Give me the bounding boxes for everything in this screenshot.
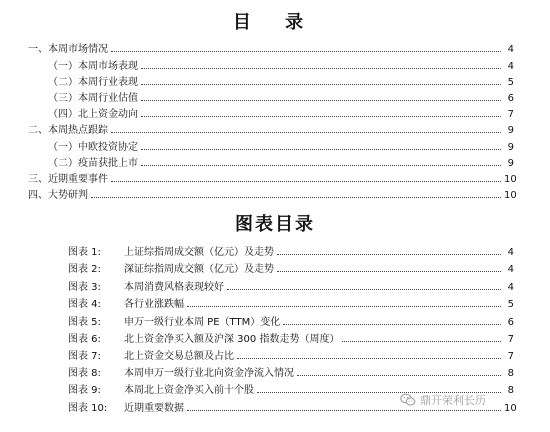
toc-entry[interactable] (28, 124, 514, 138)
toc-title: 目 录 (232, 12, 318, 33)
figure-label: 深证综指周成交额（亿元）及走势 (124, 264, 274, 275)
figure-page: 4 (507, 264, 514, 275)
figure-page: 6 (507, 317, 514, 328)
dot-leader (111, 181, 501, 182)
toc-entry[interactable] (28, 173, 517, 187)
dot-leader (111, 132, 501, 133)
dot-leader (141, 116, 501, 117)
toc-entry[interactable] (28, 189, 517, 203)
toc-entry-page: 9 (507, 142, 514, 153)
figure-label: 本周申万一级行业北向资金净流入情况 (124, 368, 294, 379)
figure-label: 本周北上资金净买入前十个股 (124, 385, 254, 396)
toc-entry[interactable] (48, 108, 514, 122)
figures-title: 图表目录 (235, 214, 315, 235)
toc-entry-page: 9 (507, 158, 514, 169)
figure-number: 图表 5: (68, 317, 101, 328)
figure-entry[interactable] (68, 281, 514, 295)
figure-entry[interactable] (68, 298, 514, 312)
watermark-text: 鼎开荣利长历 (420, 394, 486, 407)
dot-leader (141, 100, 501, 101)
toc-entry-label: 一、本周市场情况 (28, 44, 108, 55)
toc-entry[interactable] (28, 43, 514, 57)
toc-entry-label: （三）本周行业估值 (48, 93, 138, 104)
figure-page: 10 (504, 403, 517, 414)
wechat-icon (400, 393, 416, 407)
figure-number: 图表 3: (68, 282, 101, 293)
toc-entry-label: 三、近期重要事件 (28, 174, 108, 185)
dot-leader (141, 84, 501, 85)
figure-entry[interactable] (68, 246, 514, 260)
figure-page: 8 (507, 385, 514, 396)
figure-label: 申万一级行业本周 PE（TTM）变化 (124, 317, 281, 328)
toc-entry[interactable] (48, 60, 514, 74)
figure-page: 8 (507, 368, 514, 379)
toc-entry[interactable] (48, 76, 514, 90)
dot-leader (277, 271, 501, 272)
dot-leader (277, 254, 501, 255)
toc-entry-label: （二）疫苗获批上市 (48, 158, 138, 169)
dot-leader (91, 197, 501, 198)
figure-number: 图表 1: (68, 247, 101, 258)
toc-entry-label: （一）中欧投资协定 (48, 142, 138, 153)
figure-page: 5 (507, 299, 514, 310)
toc-entry-label: （二）本周行业表现 (48, 77, 138, 88)
figure-page: 7 (507, 334, 514, 345)
dot-leader (342, 341, 501, 342)
figure-label: 北上资金交易总额及占比 (124, 351, 234, 362)
figure-label: 各行业涨跌幅 (124, 299, 184, 310)
toc-entry-page: 10 (504, 174, 517, 185)
toc-entry-page: 7 (507, 109, 514, 120)
figure-number: 图表 8: (68, 368, 101, 379)
figure-number: 图表 4: (68, 299, 101, 310)
figure-page: 7 (507, 351, 514, 362)
figure-number: 图表 9: (68, 385, 101, 396)
dot-leader (111, 51, 501, 52)
toc-entry-label: （四）北上资金动向 (48, 109, 138, 120)
figure-entry[interactable] (68, 350, 514, 364)
toc-entry-page: 9 (507, 125, 514, 136)
toc-entry[interactable] (48, 157, 514, 171)
dot-leader (227, 289, 501, 290)
figure-entry[interactable] (68, 367, 514, 381)
dot-leader (297, 375, 501, 376)
toc-entry-page: 5 (507, 77, 514, 88)
toc-entry-page: 4 (507, 61, 514, 72)
dot-leader (141, 68, 501, 69)
figure-label: 本周消费风格表现较好 (124, 282, 224, 293)
figure-number: 图表 6: (68, 334, 101, 345)
toc-entry-label: 二、本周热点跟踪 (28, 125, 108, 136)
figure-label: 近期重要数据 (124, 403, 184, 414)
figure-label: 北上资金净买入额及沪深 300 指数走势（周度） (124, 334, 340, 345)
dot-leader (283, 324, 501, 325)
toc-entry[interactable] (48, 141, 514, 155)
dot-leader (187, 306, 501, 307)
figure-page: 4 (507, 247, 514, 258)
toc-entry-page: 10 (504, 190, 517, 201)
toc-entry-page: 4 (507, 44, 514, 55)
dot-leader (141, 165, 501, 166)
toc-entry-label: 四、大势研判 (28, 190, 88, 201)
figure-entry[interactable] (68, 263, 514, 277)
figure-label: 上证综指周成交额（亿元）及走势 (124, 247, 274, 258)
toc-entry[interactable] (48, 92, 514, 106)
figure-entry[interactable] (68, 333, 514, 347)
watermark (400, 392, 486, 408)
toc-entry-page: 6 (507, 93, 514, 104)
dot-leader (187, 410, 501, 411)
figure-number: 图表 7: (68, 351, 101, 362)
figure-number: 图表 10: (68, 403, 108, 414)
figure-page: 4 (507, 282, 514, 293)
dot-leader (141, 149, 501, 150)
toc-entry-label: （一）本周市场表现 (48, 61, 138, 72)
dot-leader (237, 358, 501, 359)
figure-number: 图表 2: (68, 264, 101, 275)
figure-entry[interactable] (68, 316, 514, 330)
